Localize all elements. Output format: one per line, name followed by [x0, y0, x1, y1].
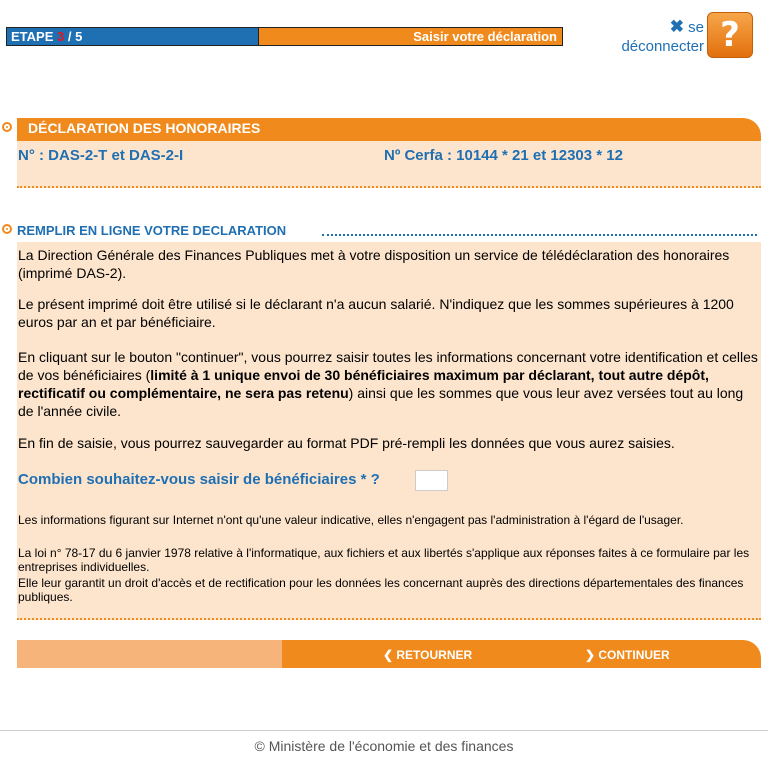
- footer-divider: [0, 730, 768, 731]
- current-step: 3: [57, 29, 65, 44]
- help-question-icon: ?: [720, 15, 740, 55]
- disclaimer-text: Les informations figurant sur Internet n'ont qu'une valeur indicative, elles n'engagent pas l'administration à l'égard de l'usager.: [18, 513, 684, 527]
- usage-paragraph: Le présent imprimé doit être utilisé si le déclarant n'a aucun salarié. N'indiquez que les sommes supérieures à 1200 euros par an et par bénéficiaire.: [18, 296, 734, 330]
- rights-text: Elle leur garantit un droit d'accès et de rectification pour les données les concernant auprès des directions départementales des finances publiques.: [18, 576, 744, 604]
- x-icon: ✖: [669, 17, 684, 36]
- help-button[interactable]: [707, 12, 753, 58]
- step-progress-bar: [6, 27, 563, 46]
- cerfa-number: Nº Cerfa : 10144 * 21 et 12303 * 12: [384, 147, 623, 164]
- continue-paragraph: En cliquant sur le bouton "continuer", vous pourrez saisir toutes les informations concernant votre identification et celles de vos bénéficiaires (limité à 1 unique envoi de 30 bénéficiaires maximum par déclarant, tout autre dépôt, rectificatif ou complémentaire, ne sera pas retenu) ainsi que les sommes que vous leur avez versées tout au long de l'année civile.: [18, 349, 758, 419]
- step-indicator: ETAPE 3 / 5: [7, 28, 258, 45]
- button-bar-right: [282, 640, 761, 668]
- form-number: N° : DAS-2-T et DAS-2-I: [18, 147, 184, 164]
- section-title-online: REMPLIR EN LIGNE VOTRE DECLARATION: [17, 223, 287, 238]
- footer-copyright: © Ministère de l'économie et des finances: [254, 738, 514, 754]
- step-title: Saisir votre déclaration: [258, 28, 562, 45]
- beneficiaries-count-input[interactable]: [415, 470, 448, 491]
- intro-paragraph: La Direction Générale des Finances Publiques met à votre disposition un service de télédéclaration des honoraires (imprimé DAS-2).: [18, 247, 730, 281]
- dotted-divider: [322, 234, 757, 236]
- save-paragraph: En fin de saisie, vous pourrez sauvegarder au format PDF pré-rempli les données que vous aurez saisies.: [18, 435, 675, 451]
- law-text: La loi n° 78-17 du 6 janvier 1978 relative à l'informatique, aux fichiers et aux libertés s'applique aux réponses faites à ce formulaire par les entreprises individuelles.: [18, 546, 750, 574]
- section-title-declaration: DÉCLARATION DES HONORAIRES: [28, 120, 261, 136]
- bullet-icon: [2, 224, 12, 234]
- beneficiaries-question: Combien souhaitez-vous saisir de bénéficiaires * ?: [18, 471, 380, 488]
- back-button[interactable]: ❮ RETOURNER: [383, 648, 473, 662]
- bullet-icon: [2, 122, 12, 132]
- continue-button[interactable]: ❯ CONTINUER: [585, 648, 670, 662]
- button-bar-left: [17, 640, 282, 668]
- logout-link[interactable]: ✖ se déconnecter: [621, 17, 704, 55]
